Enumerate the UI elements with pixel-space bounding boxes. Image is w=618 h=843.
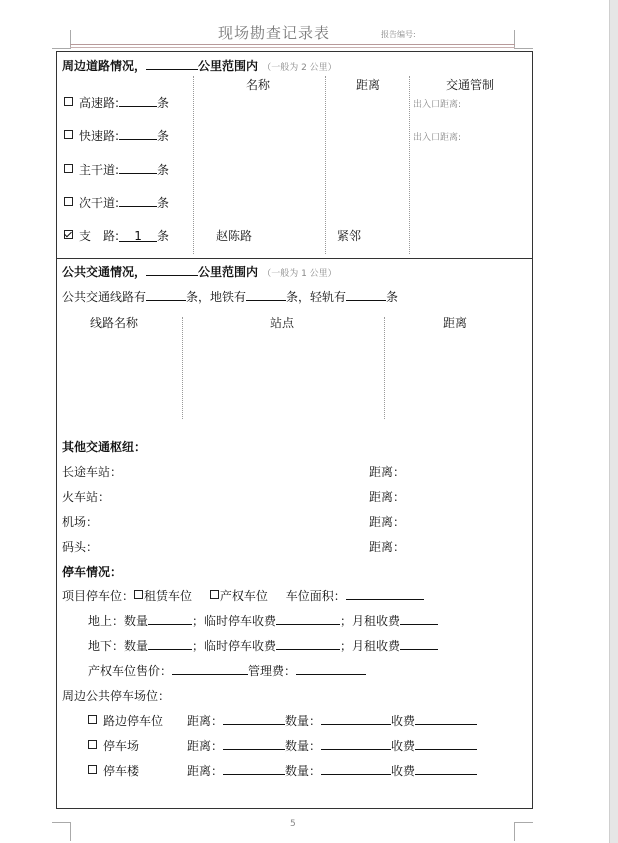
roadside-distance-field[interactable] <box>223 712 285 725</box>
parking-area-field[interactable] <box>346 587 424 600</box>
garage-distance-field[interactable] <box>223 762 285 775</box>
sale-price-field[interactable] <box>172 662 248 675</box>
hub-bus-station-distance: 距离： <box>369 465 406 479</box>
roads-col-sep-2 <box>325 76 326 254</box>
roads-col-sep-3 <box>409 76 410 254</box>
lot-qty-field[interactable] <box>321 737 391 750</box>
roads-heading: 周边道路情况， 公里范围内 （一般为 2 公里） <box>62 59 337 73</box>
road-highway-count[interactable] <box>119 94 157 107</box>
road-arterial-count[interactable] <box>119 161 157 174</box>
above-temp-fee-field[interactable] <box>276 612 340 625</box>
crop-mark-tl <box>52 30 71 49</box>
transit-col-sep-2 <box>384 317 385 419</box>
crop-mark-tr <box>514 30 533 49</box>
header-rule <box>70 44 515 48</box>
nearby-lot-row: 停车场 距离： 数量： 收费 <box>88 737 477 754</box>
parking-below-row: 地下：数量 ；临时停车收费 ；月租收费 <box>88 637 438 654</box>
road-branch-distance: 紧邻 <box>337 229 362 243</box>
below-temp-fee-field[interactable] <box>276 637 340 650</box>
nearby-roadside-row: 路边停车位 距离： 数量： 收费 <box>88 712 477 729</box>
road-expressway-count[interactable] <box>119 127 157 140</box>
parking-heading: 停车情况： <box>62 565 123 579</box>
hub-train-station-distance: 距离： <box>369 490 406 504</box>
road-expressway-checkbox[interactable] <box>64 130 73 139</box>
garage-qty-field[interactable] <box>321 762 391 775</box>
lot-fee-field[interactable] <box>415 737 477 750</box>
road-expressway-traffic: 出入口距离: <box>413 133 462 143</box>
road-row-branch: 支 路: 1 条 <box>64 227 169 244</box>
page-title: 现场勘查记录表 <box>218 24 331 42</box>
parking-sale-row: 产权车位售价： 管理费： <box>88 662 366 679</box>
hub-dock: 码头： <box>62 540 99 554</box>
road-row-highway: 高速路: 条 <box>64 94 169 111</box>
lot-distance-field[interactable] <box>223 737 285 750</box>
roadside-fee-field[interactable] <box>415 712 477 725</box>
road-highway-checkbox[interactable] <box>64 97 73 106</box>
transit-col-sep-1 <box>182 317 183 419</box>
roads-col-traffic: 交通管制 <box>446 78 495 92</box>
transit-heading: 公共交通情况， 公里范围内 （一般为 1 公里） <box>62 265 337 279</box>
hub-airport-distance: 距离： <box>369 515 406 529</box>
bus-lines-count[interactable] <box>146 288 186 301</box>
page-number: 5 <box>290 819 296 829</box>
section-divider <box>57 258 532 259</box>
hub-dock-distance: 距离： <box>369 540 406 554</box>
road-branch-name: 赵陈路 <box>216 229 253 243</box>
mgmt-fee-field[interactable] <box>296 662 366 675</box>
road-arterial-checkbox[interactable] <box>64 164 73 173</box>
road-row-arterial: 主干道: 条 <box>64 161 169 178</box>
nearby-garage-checkbox[interactable] <box>88 765 97 774</box>
road-branch-checkbox[interactable] <box>64 230 73 239</box>
road-secondary-checkbox[interactable] <box>64 197 73 206</box>
transit-col-distance: 距离 <box>443 316 468 330</box>
light-rail-count[interactable] <box>346 288 386 301</box>
roads-hint: （一般为 2 公里） <box>262 63 337 73</box>
nearby-garage-row: 停车楼 距离： 数量： 收费 <box>88 762 477 779</box>
nearby-parking-heading: 周边公共停车场位： <box>62 689 171 703</box>
above-monthly-fee-field[interactable] <box>400 612 438 625</box>
transit-col-route: 线路名称 <box>90 316 139 330</box>
below-monthly-fee-field[interactable] <box>400 637 438 650</box>
metro-lines-count[interactable] <box>246 288 286 301</box>
hub-train-station: 火车站： <box>62 490 111 504</box>
parking-project-row: 项目停车位： 租赁车位 产权车位 车位面积： <box>62 587 424 604</box>
hub-airport: 机场： <box>62 515 99 529</box>
report-number-label: 报告编号: <box>381 30 416 39</box>
roads-radius-field[interactable] <box>146 57 198 70</box>
roads-col-sep-1 <box>193 76 194 254</box>
roadside-qty-field[interactable] <box>321 712 391 725</box>
transit-lines-row: 公共交通线路有 条，地铁有 条，轻轨有 条 <box>62 290 399 304</box>
parking-above-row: 地上：数量 ；临时停车收费 ；月租收费 <box>88 612 438 629</box>
transit-col-station: 站点 <box>270 316 295 330</box>
crop-mark-br <box>514 822 533 841</box>
viewer-scrollbar[interactable] <box>609 0 618 843</box>
parking-rent-checkbox[interactable] <box>134 590 143 599</box>
parking-own-checkbox[interactable] <box>210 590 219 599</box>
road-row-secondary: 次干道: 条 <box>64 194 169 211</box>
nearby-lot-checkbox[interactable] <box>88 740 97 749</box>
road-row-expressway: 快速路: 条 <box>64 127 169 144</box>
road-highway-traffic: 出入口距离: <box>413 100 462 110</box>
garage-fee-field[interactable] <box>415 762 477 775</box>
hubs-heading: 其他交通枢纽： <box>62 440 147 454</box>
transit-hint: （一般为 1 公里） <box>262 269 337 279</box>
above-qty-field[interactable] <box>148 612 192 625</box>
transit-radius-field[interactable] <box>146 263 198 276</box>
nearby-roadside-checkbox[interactable] <box>88 715 97 724</box>
below-qty-field[interactable] <box>148 637 192 650</box>
crop-mark-bl <box>52 822 71 841</box>
hub-bus-station: 长途车站： <box>62 465 123 479</box>
road-branch-count[interactable]: 1 <box>119 229 157 242</box>
road-secondary-count[interactable] <box>119 194 157 207</box>
roads-col-name: 名称 <box>246 78 271 92</box>
roads-col-distance: 距离 <box>356 78 381 92</box>
